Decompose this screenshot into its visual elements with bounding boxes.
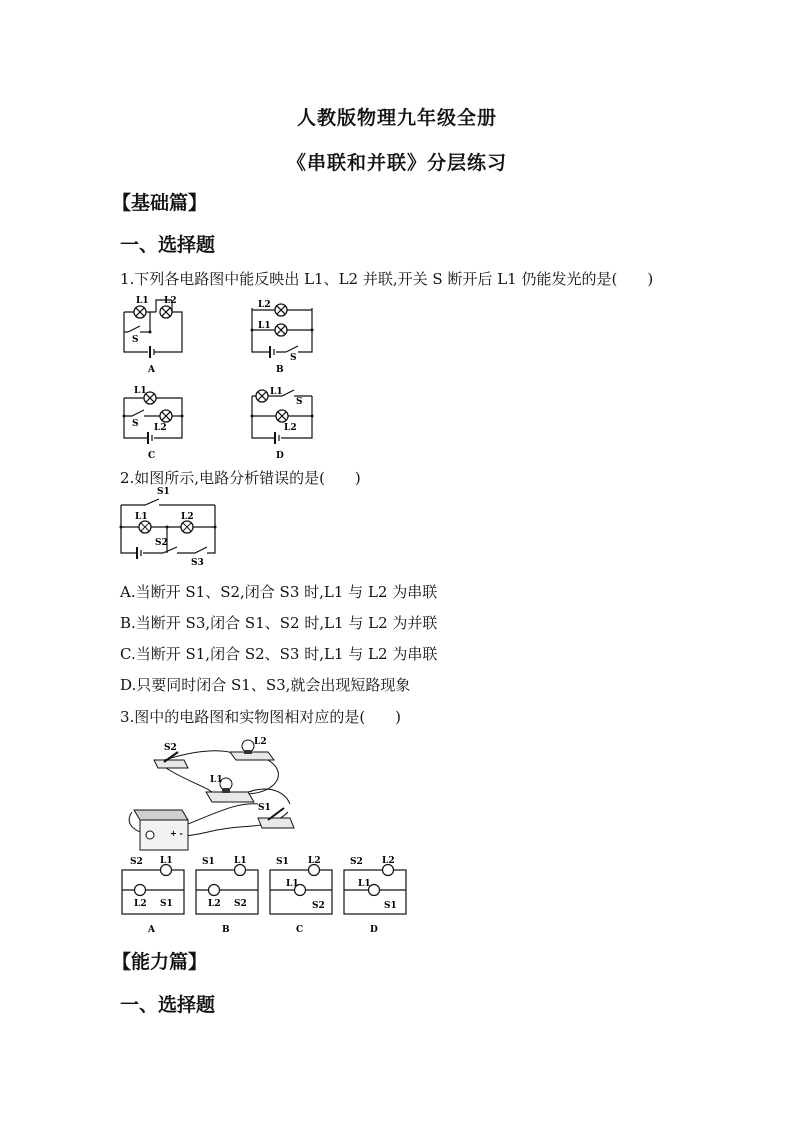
question-1-stem: 1.下列各电路图中能反映出 L1、L2 并联,开关 S 断开后 L1 仍能发光的是( ) — [120, 270, 654, 288]
svg-text:L2: L2 — [258, 300, 271, 310]
svg-text:C: C — [148, 451, 156, 461]
q2-option-c[interactable]: C.当断开 S1,闭合 S2、S3 时,L1 与 L2 为串联 — [120, 645, 438, 663]
svg-text:S1: S1 — [384, 901, 397, 911]
svg-text:L1: L1 — [258, 321, 271, 331]
svg-text:L2: L2 — [284, 423, 297, 433]
advanced-choice-heading: 一、选择题 — [120, 994, 216, 1016]
svg-text:L1: L1 — [358, 879, 371, 889]
svg-text:S1: S1 — [157, 487, 170, 497]
svg-text:S: S — [290, 353, 297, 363]
svg-text:L2: L2 — [181, 512, 194, 522]
svg-text:+ -: + - — [170, 828, 183, 838]
svg-text:L2: L2 — [254, 737, 267, 747]
q2-option-a[interactable]: A.当断开 S1、S2,闭合 S3 时,L1 与 L2 为串联 — [120, 583, 438, 601]
svg-text:S2: S2 — [234, 899, 247, 909]
svg-text:S2: S2 — [155, 538, 168, 548]
svg-text:S3: S3 — [191, 558, 204, 568]
svg-text:S: S — [132, 335, 139, 345]
svg-text:A: A — [148, 365, 155, 375]
question-2-stem: 2.如图所示,电路分析错误的是( ) — [120, 469, 361, 487]
q3-physical-setup — [118, 732, 308, 852]
svg-text:B: B — [222, 925, 230, 935]
bulb-icon — [134, 306, 146, 318]
svg-text:S1: S1 — [276, 857, 289, 867]
svg-text:D: D — [276, 451, 284, 461]
svg-text:S1: S1 — [258, 803, 271, 813]
svg-text:S2: S2 — [130, 857, 143, 867]
q2-option-b[interactable]: B.当断开 S3,闭合 S1、S2 时,L1 与 L2 为并联 — [120, 614, 438, 632]
svg-text:S2: S2 — [164, 743, 177, 753]
svg-text:S2: S2 — [312, 901, 325, 911]
document-title: 人教版物理九年级全册 — [296, 107, 497, 129]
svg-text:L1: L1 — [135, 512, 148, 522]
svg-text:L1: L1 — [134, 386, 147, 396]
svg-text:L2: L2 — [134, 899, 147, 909]
svg-text:L2: L2 — [154, 423, 167, 433]
svg-text:D: D — [370, 925, 378, 935]
advanced-section-heading: 【能力篇】 — [112, 951, 208, 973]
svg-text:L1: L1 — [286, 879, 299, 889]
svg-text:S: S — [132, 419, 139, 429]
q2-circuit-figure — [115, 487, 225, 570]
document-subtitle: 《串联和并联》分层练习 — [286, 152, 507, 174]
svg-text:L1: L1 — [210, 775, 223, 785]
svg-text:L2: L2 — [308, 856, 321, 866]
basic-choice-heading: 一、选择题 — [120, 234, 216, 256]
svg-text:S2: S2 — [350, 857, 363, 867]
q2-option-d[interactable]: D.只要同时闭合 S1、S3,就会出现短路现象 — [120, 676, 411, 694]
svg-text:B: B — [276, 365, 284, 375]
question-3-stem: 3.图中的电路图和实物图相对应的是( ) — [120, 708, 402, 726]
svg-text:A: A — [148, 925, 155, 935]
q1-circuit-figures — [110, 290, 350, 465]
q3-circuit-options — [118, 856, 418, 936]
svg-text:L1: L1 — [234, 856, 247, 866]
svg-text:L2: L2 — [164, 296, 177, 306]
svg-text:C: C — [296, 925, 304, 935]
svg-text:S1: S1 — [160, 899, 173, 909]
svg-text:S: S — [296, 397, 303, 407]
svg-text:L1: L1 — [160, 856, 173, 866]
svg-text:L2: L2 — [382, 856, 395, 866]
basic-section-heading: 【基础篇】 — [112, 192, 208, 214]
svg-text:L1: L1 — [270, 387, 283, 397]
svg-text:L2: L2 — [208, 899, 221, 909]
svg-text:S1: S1 — [202, 857, 215, 867]
svg-text:L1: L1 — [136, 296, 149, 306]
